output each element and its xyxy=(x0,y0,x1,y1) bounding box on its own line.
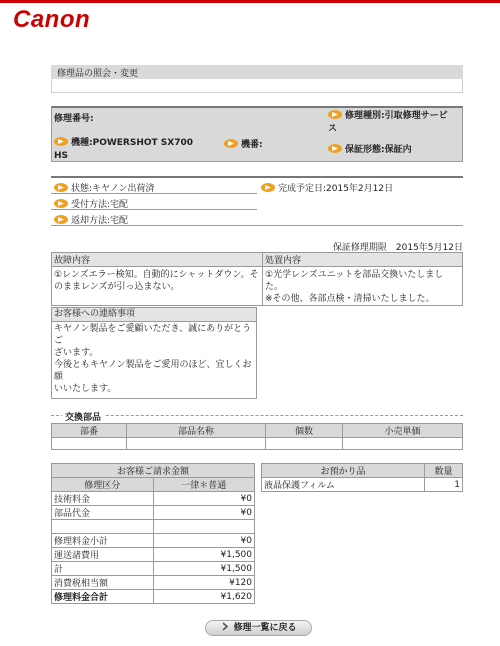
customer-message-header: お客様への連絡事項 xyxy=(52,308,256,322)
repair-type: 修理種別:引取修理サービ ス xyxy=(328,111,448,134)
page-title: 修理品の照会・変更 xyxy=(57,69,139,79)
table-row: 部品代金 ¥0 xyxy=(52,506,255,520)
serial: 機番: xyxy=(224,137,263,150)
model: 機種:POWERSHOT SX700 HS xyxy=(54,138,193,161)
parts-col-price: 小売単価 xyxy=(343,424,463,438)
billing-col-type: 修理区分 xyxy=(52,478,154,492)
parts-col-number: 部番 xyxy=(52,424,127,438)
table-row: 修理料金合計 ¥1,620 xyxy=(52,590,255,604)
parts-table xyxy=(51,423,463,450)
fault-treatment-table xyxy=(51,252,463,306)
customer-message-panel xyxy=(51,307,257,399)
customer-message-body: キヤノン製品をご愛顧いただき、誠にありがとうご ざいます。 今後ともキヤノン製品をご愛用のほど、宜しくお願 いいたします。 xyxy=(54,324,252,394)
chevron-right-icon xyxy=(220,622,230,631)
receive-method: 受付方法:宅配 xyxy=(54,197,128,210)
brand-top-bar xyxy=(0,0,500,3)
arrow-icon xyxy=(54,137,68,146)
arrow-icon xyxy=(54,215,68,224)
deposit-table xyxy=(261,463,463,492)
table-row: 修理料金小計 ¥0 xyxy=(52,534,255,548)
completion-date: 完成予定日:2015年2月12日 xyxy=(261,181,393,194)
repair-info-panel xyxy=(51,106,463,162)
status-panel xyxy=(51,176,463,226)
divider xyxy=(51,209,257,210)
deposit-col-qty: 数量 xyxy=(425,464,463,478)
divider xyxy=(51,193,257,194)
arrow-icon xyxy=(54,199,68,208)
deposit-col-item: お預かり品 xyxy=(262,464,425,478)
arrow-icon xyxy=(328,144,342,153)
arrow-icon xyxy=(54,183,68,192)
table-row xyxy=(52,438,463,450)
table-row xyxy=(52,520,255,534)
table-row: 消費税相当額 ¥120 xyxy=(52,576,255,590)
page-title-underbox xyxy=(51,79,463,93)
return-method: 返却方法:宅配 xyxy=(54,213,128,226)
table-row: 運送諸費用 ¥1,500 xyxy=(52,548,255,562)
status-state: 状態:キヤノン出荷済 xyxy=(54,181,155,194)
arrow-icon xyxy=(261,183,275,192)
page-title-bar xyxy=(51,65,463,79)
treatment-body: ①光学レンズユニットを部品交換いたしました。 ※その他、各部点検・清掃いたしました。 xyxy=(263,267,463,306)
warranty-deadline: 保証修理期限 2015年5月12日 xyxy=(332,243,463,253)
repair-number-label: 修理番号: xyxy=(54,114,94,124)
warranty-form: 保証形態:保証内 xyxy=(328,142,412,155)
parts-col-qty: 個数 xyxy=(266,424,343,438)
fault-body: ①レンズエラー検知。自動的にシャットダウン。そ のままレンズが引っ込まない。 xyxy=(52,267,263,306)
canon-logo: Canon xyxy=(13,6,91,33)
back-to-repair-list-button[interactable] xyxy=(205,620,312,636)
arrow-icon xyxy=(328,110,342,119)
table-row: 液晶保護フィルム 1 xyxy=(262,478,463,492)
billing-col-price: 一律＊普通 xyxy=(153,478,255,492)
back-button-label: 修理一覧に戻る xyxy=(233,623,297,633)
parts-col-name: 部品名称 xyxy=(127,424,266,438)
fault-header: 故障内容 xyxy=(52,253,263,267)
parts-section-label: 交換部品 xyxy=(62,410,104,423)
treatment-header: 処置内容 xyxy=(263,253,463,267)
table-row: 計 ¥1,500 xyxy=(52,562,255,576)
billing-table xyxy=(51,463,255,604)
arrow-icon xyxy=(224,139,238,148)
table-row: 技術料金 ¥0 xyxy=(52,492,255,506)
parts-section-line xyxy=(51,415,463,416)
billing-header: お客様ご請求金額 xyxy=(52,464,255,478)
